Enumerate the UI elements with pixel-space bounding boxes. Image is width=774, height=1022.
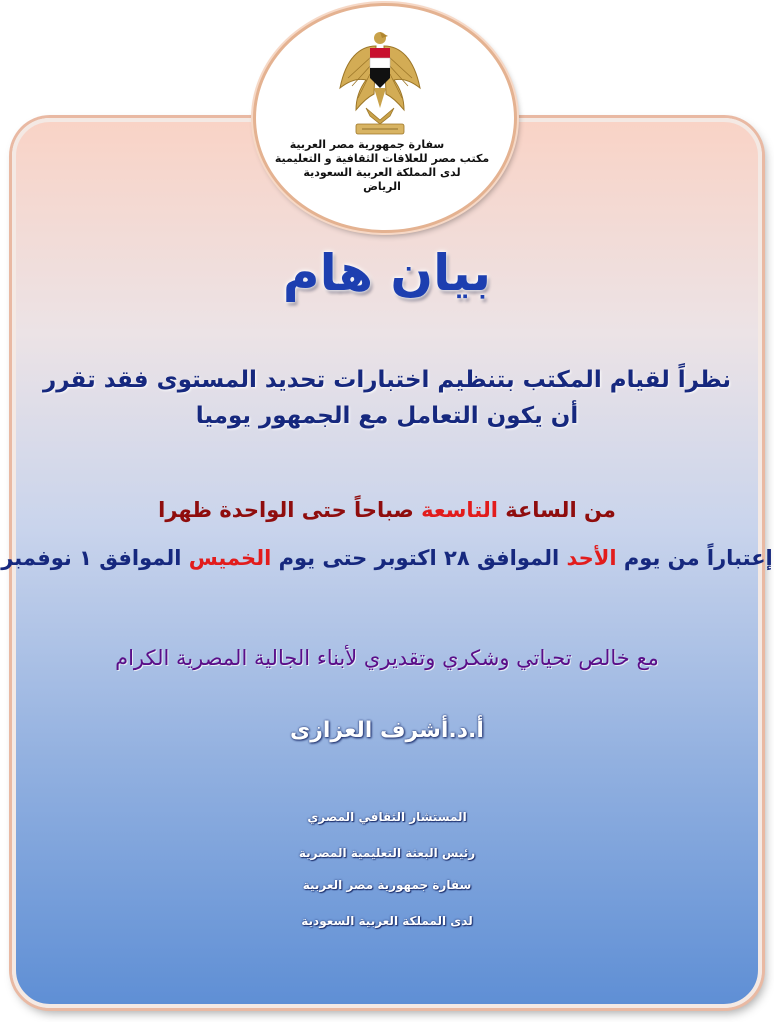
office-hours-line xyxy=(0,498,774,522)
embassy-address-block xyxy=(262,138,502,194)
signatory-title-mission-head: رئيس البعثة التعليمية المصرية xyxy=(298,846,476,860)
signatory-title-country: لدى المملكة العربية السعودية xyxy=(301,914,473,928)
signatory-title-embassy: سفارة جمهورية مصر العربية xyxy=(302,878,472,892)
date-highlight-end-day: الخميس xyxy=(188,546,272,570)
date-part1: إعتباراً من يوم xyxy=(616,546,773,570)
date-part3: الموافق ١ نوفمبر xyxy=(1,546,189,570)
date-highlight-start-day: الأحد xyxy=(566,546,617,570)
office-name: مكتب مصر للعلاقات الثقافية و التعليمية xyxy=(274,152,490,165)
hours-highlight: التاسعة xyxy=(421,498,498,522)
announcement-heading: بيان هام xyxy=(282,244,492,302)
country-name: لدى المملكة العربية السعودية xyxy=(303,166,461,179)
signatory-name: أ.د.أشرف العزازى xyxy=(290,718,484,743)
notice-text: نظراً لقيام المكتب بتنظيم اختبارات تحديد المستوى فقد تقرر أن يكون التعامل مع الجمهور يوميا xyxy=(42,367,732,429)
date-part2: الموافق ٢٨ اكتوبر حتى يوم xyxy=(271,546,567,570)
egypt-eagle-emblem-icon xyxy=(336,28,424,140)
signatory-title-cultural-counselor: المستشار الثقافي المصري xyxy=(307,810,467,824)
embassy-name: سفارة جمهورية مصر العربية xyxy=(289,138,445,151)
date-range-line xyxy=(0,546,774,570)
city-name: الرياض xyxy=(363,180,401,193)
hours-part1: من الساعة xyxy=(497,498,616,522)
hours-part2: صباحاً حتى الواحدة ظهرا xyxy=(158,498,422,522)
thanks-message: مع خالص تحياتي وشكري وتقديري لأبناء الجالية المصرية الكرام xyxy=(115,646,659,670)
